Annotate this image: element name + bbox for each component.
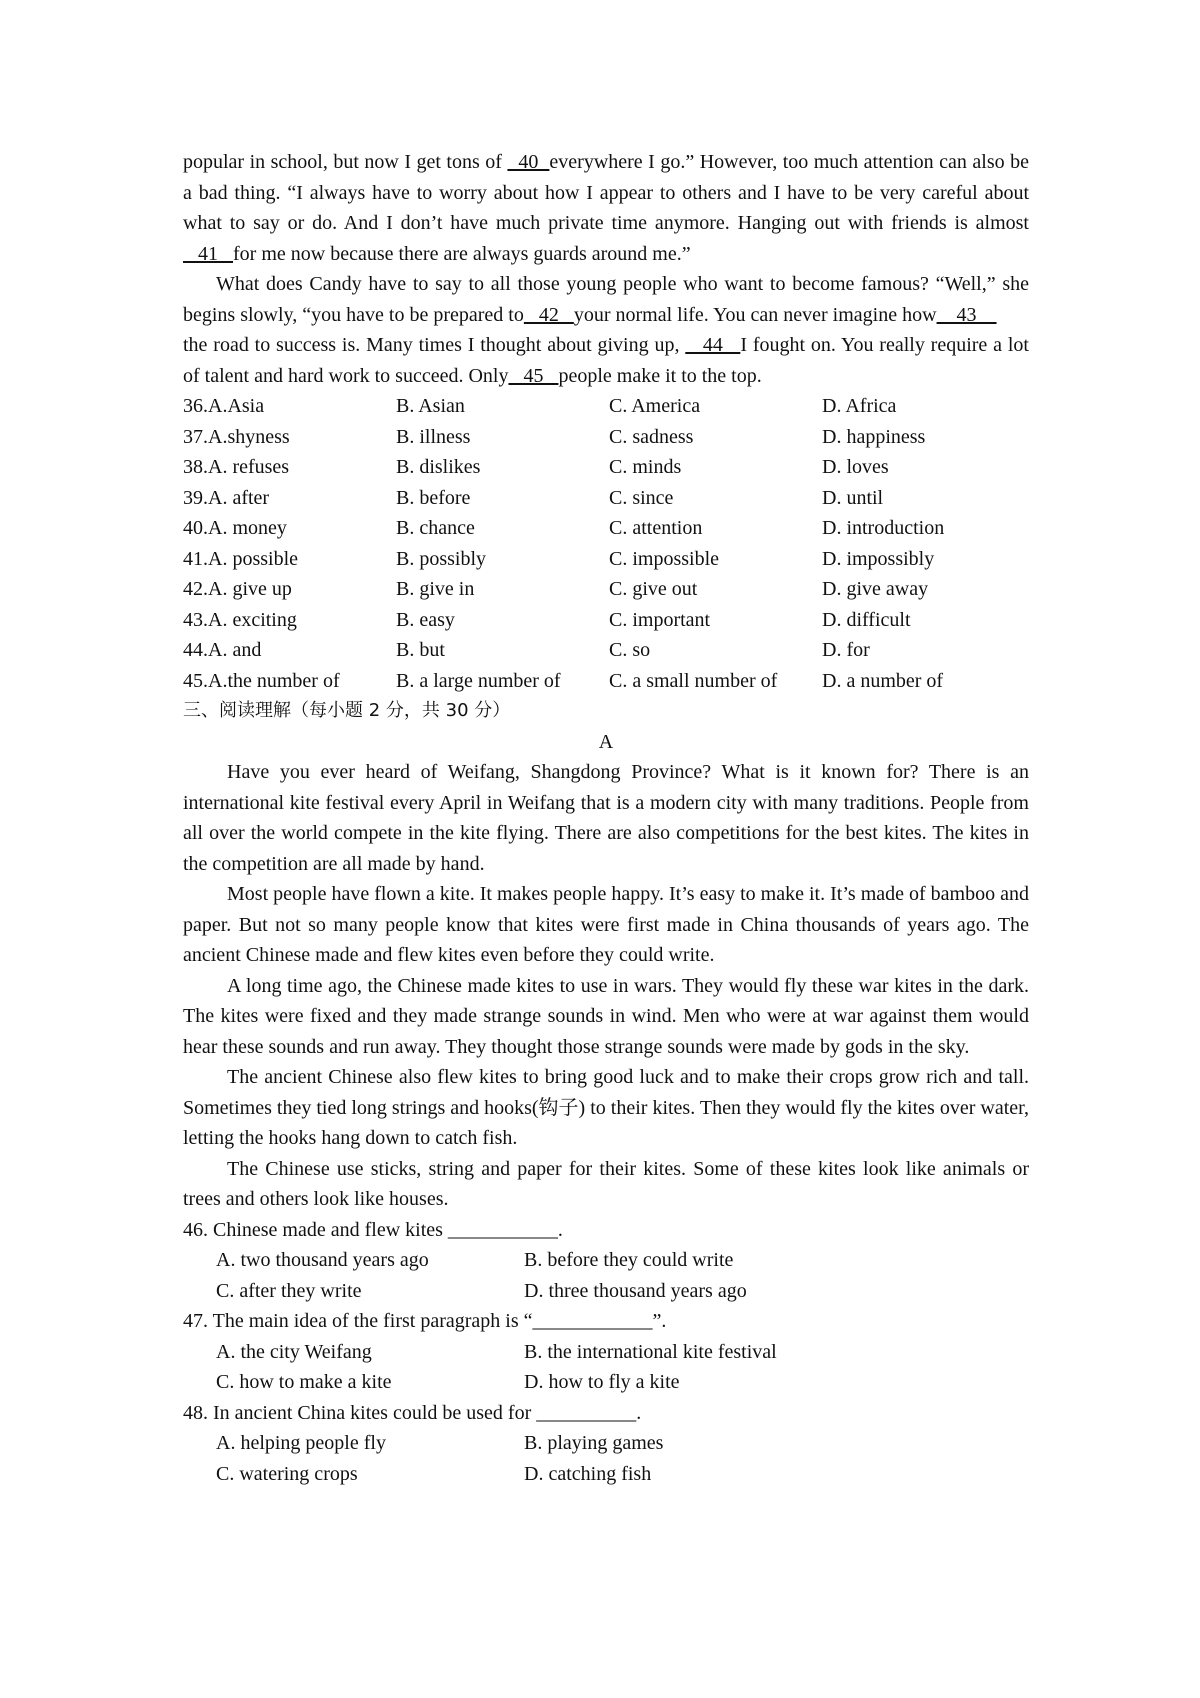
option: C. a small number of [609,669,778,692]
blank-42: 42 [523,303,574,326]
blank-40: 40 [507,151,550,173]
cloze-options-table [183,391,1029,696]
option: D. a number of [822,669,944,692]
option: B. chance [396,517,475,539]
option: C. sadness [609,425,694,448]
option: 44.A. and [183,639,262,661]
answer-option: D. catching fish [524,1462,652,1485]
passage-label: A [598,730,614,753]
cloze-text: popular in school, but now I get tons of [183,151,508,173]
answer-option: D. three thousand years ago [524,1279,747,1302]
question-46-stem: 46. Chinese made and flew kites ___________. [183,1218,563,1241]
option: B. Asian [396,395,465,417]
passage-paragraph-5: The Chinese use sticks, string and paper for their kites. Some of these kites look like animals or trees and others look like houses. [183,1157,1029,1210]
option: B. easy [396,608,455,631]
option: 41.A. possible [183,547,298,570]
question-46-options [183,1245,1029,1306]
option: C. so [609,639,651,661]
option: B. give in [396,578,475,600]
answer-option: C. after they write [216,1279,362,1302]
answer-option: B. before they could write [524,1249,734,1271]
passage-paragraph-3: A long time ago, the Chinese made kites to use in wars. They would fly these war kites in the dark. The kites were fixed and they made strange sounds in wind. Men who were at war against them would hear these sounds and run away. They thought those strange sounds were made by gods in the sky. [183,974,1029,1058]
option: 45.A.the number of [183,669,340,692]
cloze-text: your normal life. You can never imagine how [573,303,937,326]
answer-option: C. how to make a kite [216,1371,392,1393]
cloze-text: What does Candy have to say to all those young people who want to become famous? “Well,” she begins slowly, “you have to be prepared to [183,273,1029,326]
answer-option: A. helping people fly [216,1432,386,1454]
option: C. since [609,486,674,509]
section-title: 三、阅读理解（每小题 2 分，共 30 分） [183,700,511,721]
option: B. before [396,486,471,509]
blank-43: 43 [936,303,997,326]
option: D. difficult [822,608,911,631]
passage-paragraph-2: Most people have flown a kite. It makes people happy. It’s easy to make it. It’s made of bamboo and paper. But not so many people know that kites were first made in China thousands of years ago. The ancient Chinese made and flew kites even before they could write. [183,883,1029,966]
blank-41: 41 [183,242,233,265]
option: 43.A. exciting [183,608,297,631]
option: D. introduction [822,517,945,539]
answer-option: A. the city Weifang [216,1340,372,1363]
option: C. impossible [609,547,720,570]
answer-option: D. how to fly a kite [524,1371,680,1393]
question-47-stem: 47. The main idea of the first paragraph is “____________”. [183,1310,667,1332]
option: 36.A.Asia [183,395,265,417]
option: 39.A. after [183,486,270,509]
option: B. a large number of [396,669,561,692]
option: D. for [822,639,870,661]
option: 42.A. give up [183,578,292,600]
option: B. dislikes [396,456,481,478]
blank-45: 45 [508,364,559,387]
option: C. give out [609,578,698,600]
cloze-paragraph-2 [183,269,1029,330]
option: C. attention [609,517,703,539]
option: B. possibly [396,547,487,570]
option: B. illness [396,425,471,448]
question-48-stem: 48. In ancient China kites could be used for __________. [183,1401,642,1424]
cloze-text: the road to success is. Many times I thought about giving up, [183,334,686,356]
passage-paragraph-1: Have you ever heard of Weifang, Shangdong Province? What is it known for? There is an international kite festival every April in Weifang that is a modern city with many traditions. People from all over the world compete in the kite flying. There are also competitions for the best kites. The kites in the competition are all made by hand. [183,761,1029,875]
option: 38.A. refuses [183,456,290,478]
answer-option: C. watering crops [216,1462,358,1485]
option: D. happiness [822,425,926,448]
option: D. loves [822,456,889,478]
answer-option: B. playing games [524,1432,664,1454]
cloze-text: for me now because there are always guards around me.” [233,242,691,265]
passage-paragraph-4: The ancient Chinese also flew kites to bring good luck and to make their crops grow rich and tall. Sometimes they tied long strings and hooks(钩子) to their kites. Then they would fly the kites over water, letting the hooks hang down to catch fish. [183,1066,1029,1149]
option: C. minds [609,456,682,478]
answer-option: A. two thousand years ago [216,1249,429,1271]
blank-44: 44 [685,334,741,356]
question-47-options [183,1337,1029,1398]
cloze-paragraph-2-cont [183,330,1029,391]
option: 37.A.shyness [183,425,290,448]
page-content [183,147,1029,1489]
answer-option: B. the international kite festival [524,1340,777,1363]
option: 40.A. money [183,517,287,539]
option: B. but [396,639,445,661]
cloze-text: people make it to the top. [558,364,762,387]
cloze-text: everywhere I go.” However, too much attention can also be a bad thing. “I always have to worry about how I appear to others and I have to be very careful about what to say or do. And I don’t have much private time anymore. Hanging out with friends is almost [183,151,1029,234]
cloze-paragraph-1 [183,147,1029,269]
cloze-text: I fought on. You really require a lot of talent and hard work to succeed. Only [183,334,1029,387]
option: D. until [822,486,884,509]
option: C. important [609,608,711,631]
option: D. Africa [822,395,897,417]
option: D. impossibly [822,547,935,570]
question-48-options [183,1428,1029,1489]
option: D. give away [822,578,929,600]
option: C. America [609,395,701,417]
